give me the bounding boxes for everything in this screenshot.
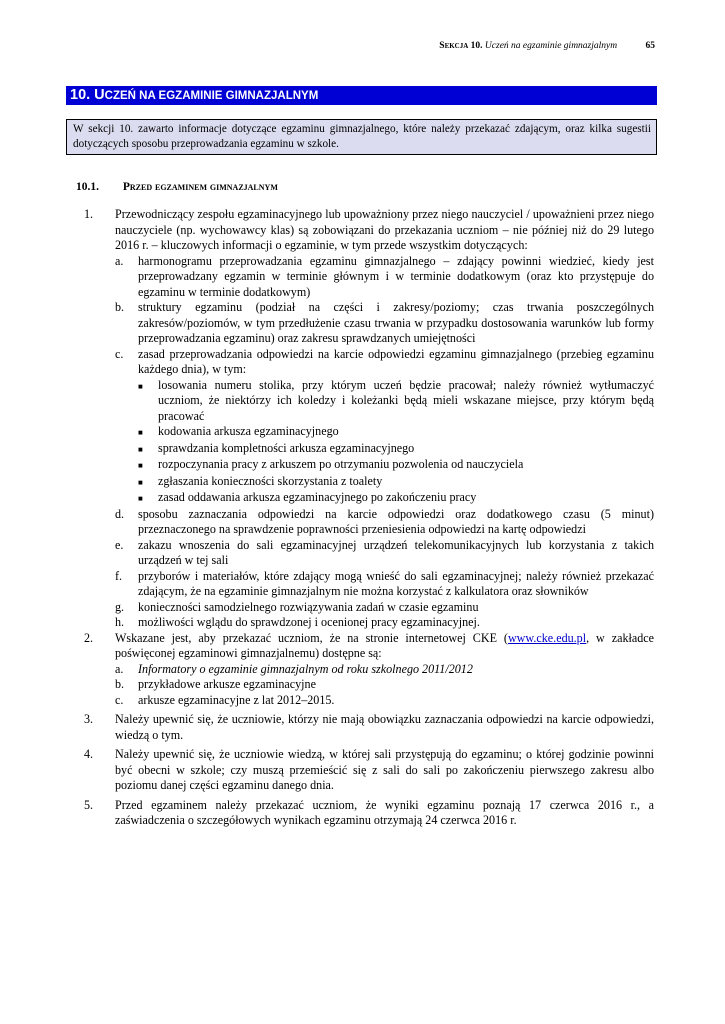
bullet-text: rozpoczynania pracy z arkuszem po otrzymaniu pozwolenia od nauczyciela	[158, 457, 524, 471]
running-header	[439, 41, 655, 51]
sub-marker: f.	[115, 568, 123, 583]
sub-item-text: zakazu wnoszenia do sali egzaminacyjnej urządzeń telekomunikacyjnych lub korzystania z takich urządzeń w tej sali	[138, 537, 654, 567]
section-summary-box: W sekcji 10. zawarto informacje dotyczące egzaminu gimnazjalnego, które należy przekazać zdającym, oraz kilka sugestii dotyczących sposobu przeprowadzania egzaminu w szkole.	[66, 119, 657, 155]
sub-item-text: możliwości wglądu do sprawdzonej i ocenionej pracy egzaminacyjnej.	[138, 615, 480, 629]
sub-marker: a.	[115, 661, 124, 676]
sub-item-text: arkusze egzaminacyjne z lat 2012–2015.	[138, 692, 335, 707]
bullet-text: sprawdzania kompletności arkusza egzaminacyjnego	[158, 440, 415, 455]
bullet-marker: ■	[138, 461, 143, 470]
sub-item-1a	[115, 254, 654, 301]
bullet-item	[138, 490, 654, 507]
section-number: 10.1.	[76, 181, 99, 193]
list-item-text: Przed egzaminem należy przekazać uczniom, że wyniki egzaminu poznają 17 czerwca 2016 r., a zaświadczenia o szczegółowych wynikach egzaminu otrzymają 24 czerwca 2016 r.	[115, 797, 654, 827]
list-item-text-part: , w zakładce poświęconej egzaminowi gimnazjalnemu) dostępne są:	[115, 630, 654, 660]
list-item-1	[84, 207, 654, 254]
bullet-item	[138, 457, 654, 474]
chapter-title-bar	[66, 86, 657, 105]
sub-item-2a	[115, 662, 654, 678]
bullet-marker: ■	[138, 381, 143, 391]
sub-item-1c	[115, 347, 654, 378]
bullet-item	[138, 378, 654, 425]
list-item-text: Przewodniczący zespołu egzaminacyjnego lub upoważniony przez niego nauczyciel / upoważnieni przez niego nauczyciele (np. wychowawcy klas) są zobowiązani do przekazania uczniom – nie później niż do 29 lutego 2016 r. – kluczowych informacji o egzaminie, w tym przede wszystkim dotyczących:	[115, 207, 654, 252]
list-item-2	[84, 631, 654, 662]
bullet-item	[138, 424, 654, 441]
chapter-title: CZEŃ NA EGZAMINIE GIMNAZJALNYM	[104, 90, 319, 102]
sub-marker: b.	[115, 300, 125, 314]
sub-item-1f	[115, 569, 654, 600]
sub-marker: c.	[115, 346, 124, 361]
bullet-text: losowania numeru stolika, przy którym uczeń będzie pracował; należy również wytłumaczyć uczniom, że niektórzy ich koledzy i koleżanki będą mieli wskazane miejsce, przy którym będą pracować	[158, 377, 654, 423]
sub-item-text: konieczności samodzielnego rozwiązywania zadań w czasie egzaminu	[138, 599, 479, 614]
sub-item-text: struktury egzaminu (podział na części i zakresy/poziomy; czas trwania poszczególnych zakresów/poziomów, w tym przedłużenie czasu trwania w przypadku dostosowania warunków lub formy przeprowadzania egzaminu) oraz zakresu sprawdzanych umiejętności	[138, 300, 654, 345]
sub-item-1g	[115, 600, 654, 616]
main-content	[84, 207, 654, 829]
sub-marker: b.	[115, 677, 125, 691]
sub-item-text: przyborów i materiałów, które zdający mogą wnieść do sali egzaminacyjnej; należy również przekazać zdającym, że na egzaminie gimnazjalnym nie można korzystać z kalkulatora oraz słowników	[138, 568, 654, 598]
sub-item-text: zasad przeprowadzania odpowiedzi na karcie odpowiedzi egzaminu gimnazjalnego (przebieg egzaminu każdego dnia), w tym:	[138, 346, 654, 376]
sub-item-2b	[115, 677, 654, 693]
page-number: 65	[645, 41, 655, 51]
sub-marker: a.	[115, 253, 124, 268]
sub-item-text: sposobu zaznaczania odpowiedzi na karcie odpowiedzi oraz dodatkowego czasu (5 minut) przeznaczonego na sprawdzenie poprawności przeniesienia odpowiedzi na kartę odpowiedzi	[138, 506, 654, 536]
bullet-marker: ■	[138, 428, 143, 437]
list-marker: 1.	[84, 207, 94, 221]
chapter-number: 10. U	[70, 87, 105, 103]
bullet-item	[138, 474, 654, 491]
bullet-marker: ■	[138, 494, 143, 503]
list-item-4	[84, 747, 654, 794]
cke-website-link[interactable]: www.cke.edu.pl	[507, 630, 587, 645]
bullet-text: zgłaszania konieczności skorzystania z toalety	[158, 473, 383, 488]
sub-item-1b	[115, 300, 654, 347]
list-item-text-part: Wskazane jest, aby przekazać uczniom, że na stronie internetowej CKE (	[115, 630, 508, 645]
sub-item-2c	[115, 693, 654, 709]
list-marker: 4.	[84, 747, 94, 761]
sub-item-text: harmonogramu przeprowadzania egzaminu gimnazjalnego – zdający powinni wiedzieć, kiedy jest przeprowadzany egzamin w terminie głównym i w terminie dodatkowym (oraz kto przystępuje do egzaminu w terminie dodatkowym)	[138, 253, 654, 299]
section-heading	[76, 181, 278, 193]
sub-marker: d.	[115, 506, 125, 521]
sub-item-1e	[115, 538, 654, 569]
header-section-title: Uczeń na egzaminie gimnazjalnym	[484, 41, 618, 51]
sub-marker: h.	[115, 615, 125, 629]
list-item-text: Należy upewnić się, że uczniowie, którzy nie mają obowiązku zaznaczania odpowiedzi na karcie odpowiedzi, wiedzą o tym.	[115, 712, 654, 742]
list-item-text: Należy upewnić się, że uczniowie wiedzą, w której sali przystępują do egzaminu; o której godzinie powinni być obecni w szkole; czy muszą przemieścić się z sali do sali po zakończeniu pierwszego zakresu albo poziomu danej części egzaminu danego dnia.	[115, 747, 654, 792]
sub-item-text: Informatory o egzaminie gimnazjalnym od roku szkolnego 2011/2012	[138, 661, 473, 676]
sub-item-1h	[115, 615, 654, 631]
bullet-item	[138, 441, 654, 458]
bullet-text: kodowania arkusza egzaminacyjnego	[158, 424, 339, 438]
bullet-marker: ■	[138, 444, 143, 454]
list-item-3	[84, 712, 654, 743]
sub-marker: c.	[115, 692, 124, 707]
sub-item-1d	[115, 507, 654, 538]
section-title: Przed egzaminem gimnazjalnym	[122, 181, 278, 193]
sub-item-text: przykładowe arkusze egzaminacyjne	[138, 677, 316, 691]
sub-marker: e.	[115, 537, 124, 552]
bullet-marker: ■	[138, 477, 143, 487]
bullet-text: zasad oddawania arkusza egzaminacyjnego po zakończeniu pracy	[158, 490, 477, 504]
header-section-label: Sekcja 10.	[439, 41, 483, 51]
list-item-text	[115, 631, 654, 662]
list-marker: 2.	[84, 630, 94, 645]
list-marker: 5.	[84, 797, 94, 812]
sub-marker: g.	[115, 599, 125, 614]
list-marker: 3.	[84, 712, 94, 726]
list-item-5	[84, 798, 654, 829]
